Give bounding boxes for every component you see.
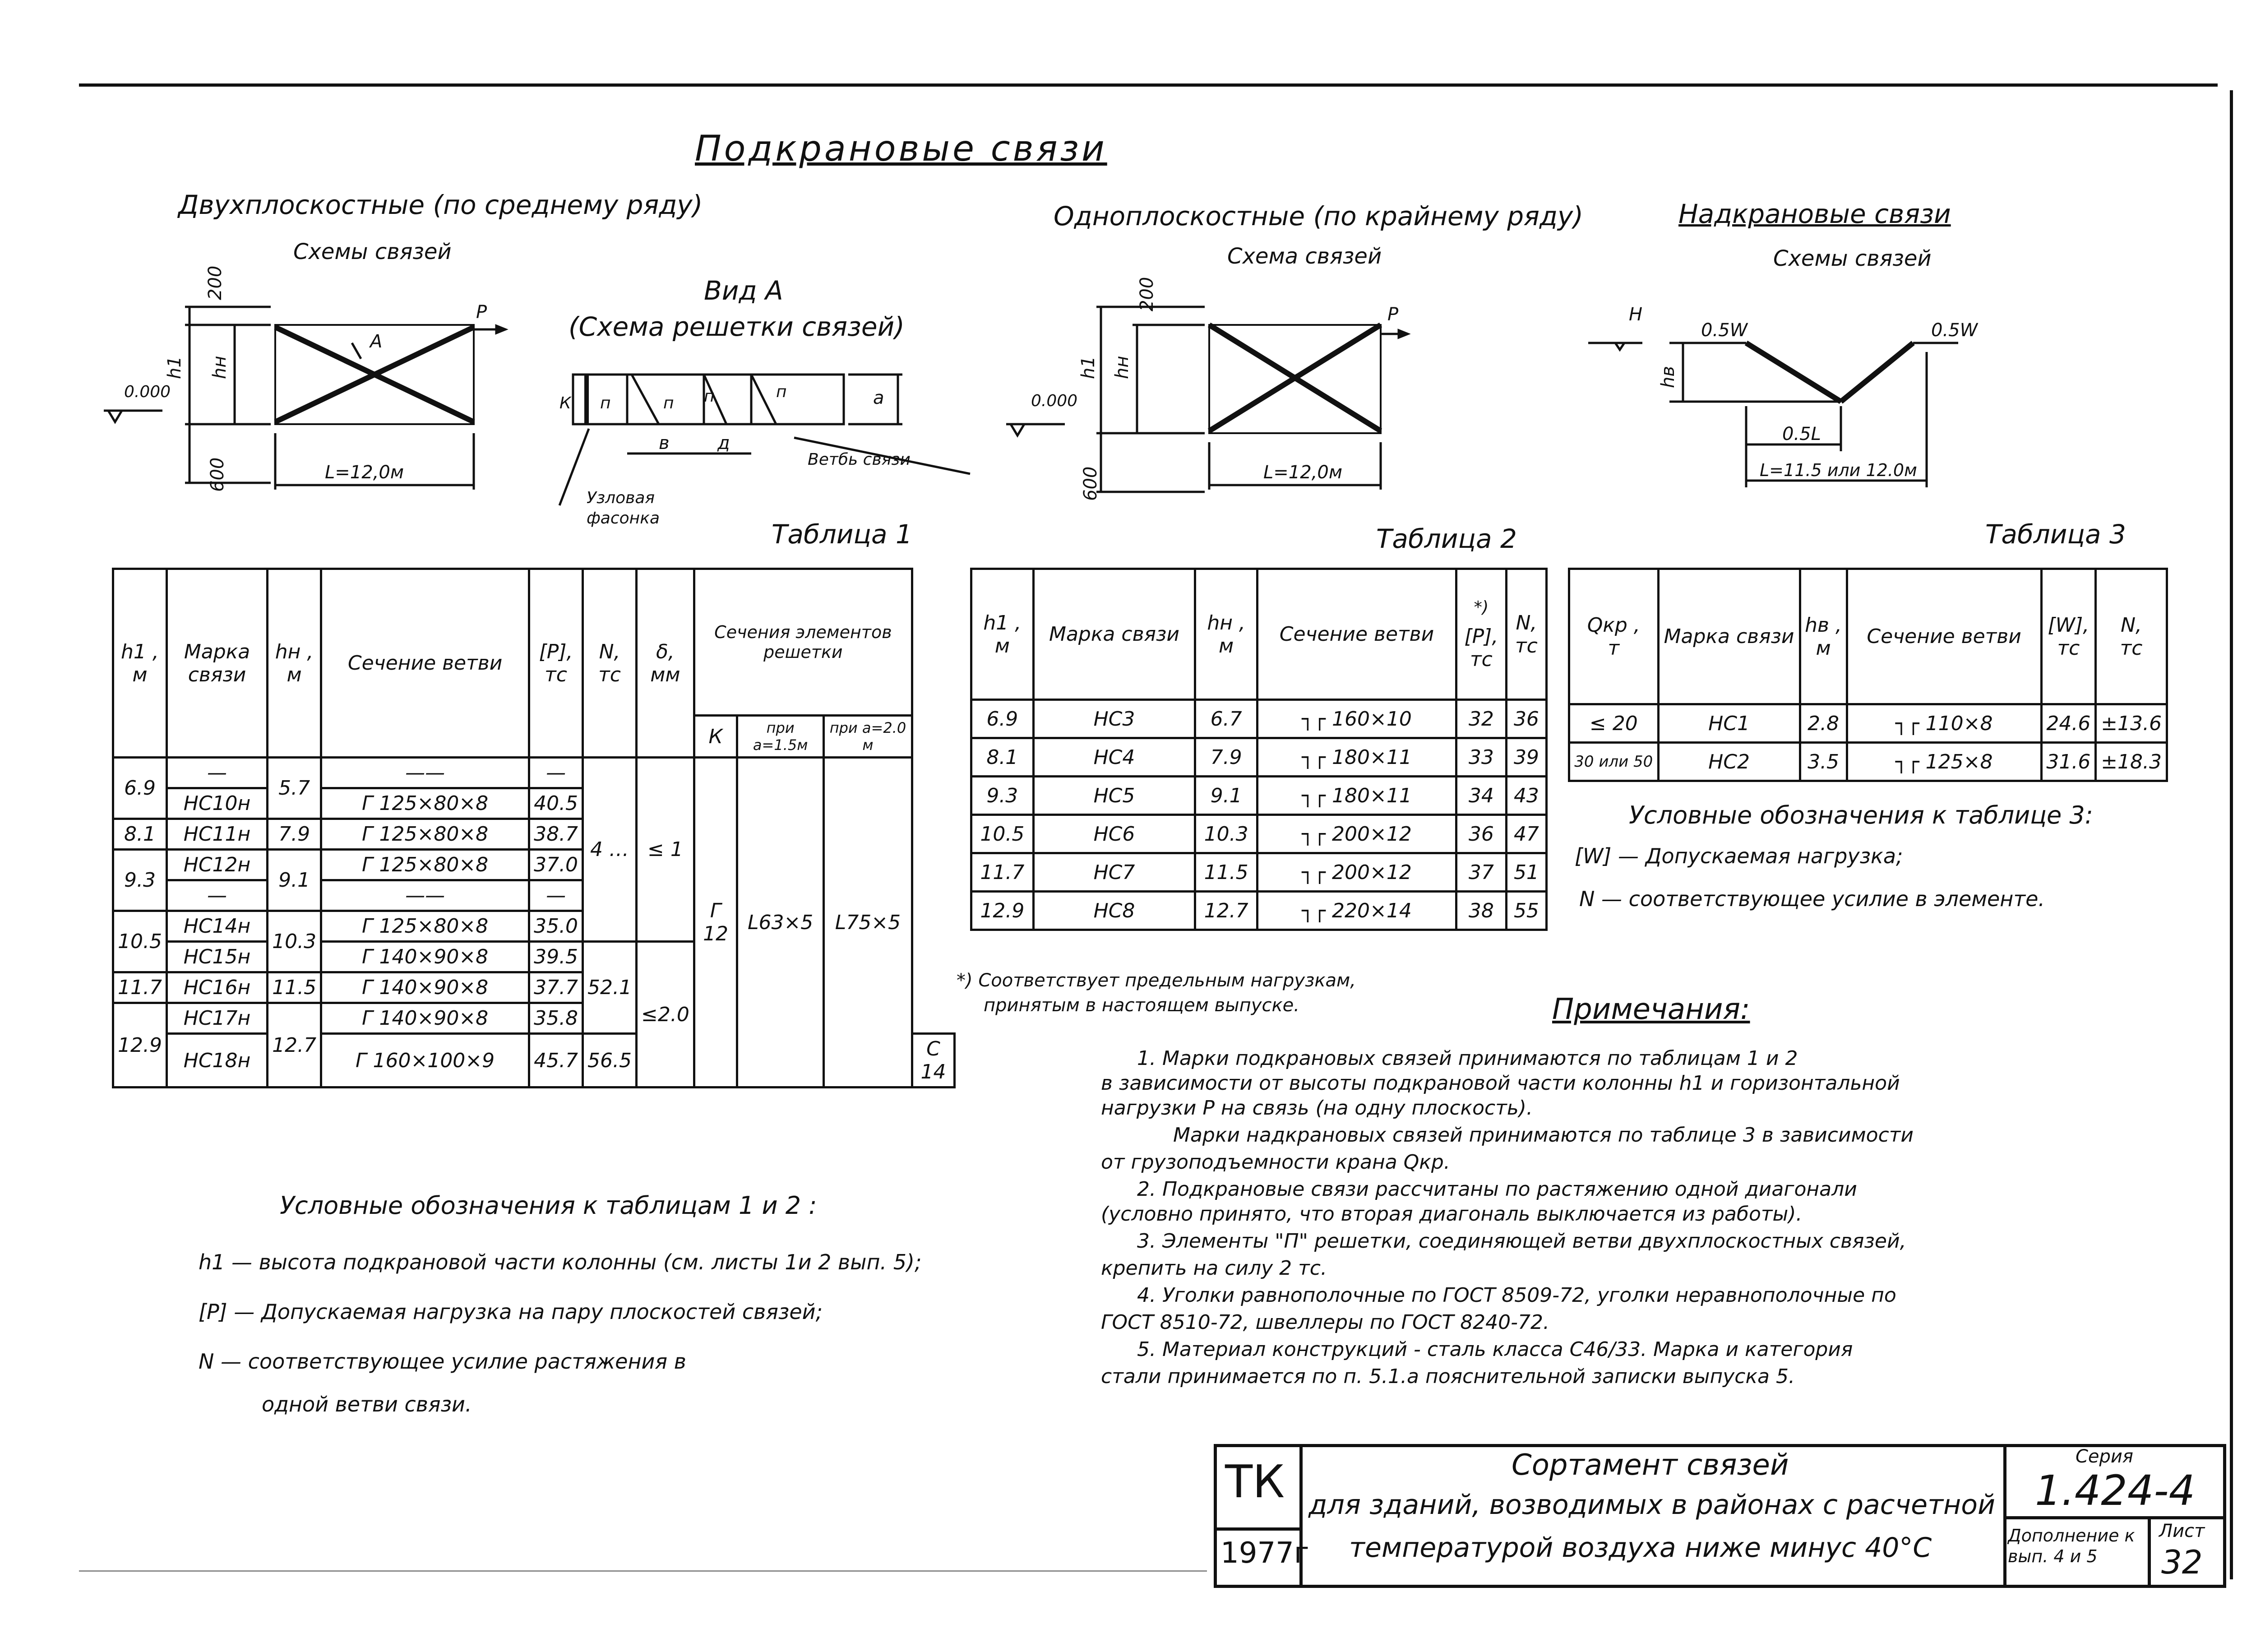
stamp-sheet: 32 [2161,1543,2203,1581]
t3-Q-header: Qкр , т [1569,569,1659,704]
t3-legend-title: Условные обозначения к таблице 3: [1629,801,2093,829]
table-row [971,777,1547,815]
table-cell: 3.5 [1800,743,1847,781]
table-cell: ┐┌ 160×10 [1257,700,1456,738]
t1-r6-P-b: 45.7 [529,1034,583,1087]
t1-r1-sec-b: Г 125×80×8 [321,788,529,819]
t1-K-top: Г 12 [694,758,737,1087]
table1-caption: Таблица 1 [772,519,912,550]
stamp-line-2: для зданий, возводимых в районах с расчетной [1308,1489,1995,1521]
table-cell: 12.9 [971,892,1034,930]
t1-r1-hn: 5.7 [268,758,321,819]
t3-hv-header: hв , м [1800,569,1847,704]
t1-N-mid: 52.1 [583,942,637,1034]
legend12-line-4: одной ветви связи. [262,1392,472,1416]
t1-N-top: 4 … [583,758,637,942]
t1-r6-sec-b: Г 160×100×9 [321,1034,529,1087]
t1-r4-P-a: 35.0 [529,911,583,942]
t1-r1-P-b: 40.5 [529,788,583,819]
table-row [113,758,955,788]
t1-r6-h1: 12.9 [113,1003,167,1087]
t1-N-header: N, тс [583,569,637,758]
table-cell: ┐┌ 125×8 [1847,743,2041,781]
b-label: в [659,433,670,453]
t1-r6-hn: 12.7 [268,1003,321,1087]
table-cell: 31.6 [2041,743,2095,781]
dim-600-mid: 600 [1080,466,1101,501]
table-cell: НС8 [1033,892,1195,930]
t1-r2-P: 38.7 [529,819,583,850]
t1-a20-header: при а=2.0 м [823,716,912,758]
table1 [112,568,956,1088]
table-cell: НС5 [1033,777,1195,815]
table-cell: НС1 [1658,704,1800,743]
stamp-div-2 [2003,1444,2006,1585]
note-line-10: 4. Уголки равнополочные по ГОСТ 8509-72, уголки неравнополочные по [1137,1284,1896,1307]
table-cell: 9.1 [1195,777,1257,815]
t2-section-header: Сечение ветви [1257,569,1456,700]
note-line-7: (условно принято, что вторая диагональ выключается из работы). [1101,1203,1803,1226]
left-section-title: Двухплоскостные (по среднему ряду) [178,190,703,220]
zero-label-left: 0.000 [124,383,171,401]
table-cell: 6.7 [1195,700,1257,738]
table-cell: НС7 [1033,853,1195,892]
t2-mark-header: Марка связи [1033,569,1195,700]
table-row [1569,704,2167,743]
h1-label-left: h1 [164,356,185,379]
t1-r4-hn: 10.3 [268,911,321,972]
note-line-5: от грузоподъемности крана Qкр. [1101,1151,1450,1174]
t1-r1-sec-a: —— [321,758,529,788]
t3-legend-line-2: N — соответствующее усилие в элементе. [1579,887,2045,911]
t2-footnote-2: принятым в настоящем выпуске. [984,995,1299,1016]
table-cell: 43 [1506,777,1546,815]
H-label: Н [1629,304,1643,325]
gusset-label-2: фасонка [587,509,660,528]
table-cell: 36 [1456,815,1506,853]
t1-r3-h1: 9.3 [113,850,167,911]
t1-r1-mark-b: НС10н [166,788,267,819]
A-label: А [370,331,383,352]
t2-h1-header: h1 , м [971,569,1034,700]
table-row [113,569,955,716]
w-label-right: 0.5W [1931,320,1978,341]
table-cell: ≤ 20 [1569,704,1659,743]
half-L-label: 0.5L [1782,424,1821,444]
page-heading: Подкрановые связи [695,129,1107,169]
bottom-border-line [79,1570,1207,1572]
note-line-1: 1. Марки подкрановых связей принимаются по таблицам 1 и 2 [1137,1047,1798,1070]
right-section-subtitle: Схемы связей [1773,246,1932,271]
t1-hn-header: hн , м [268,569,321,758]
t1-r6-mark-b: НС18н [166,1034,267,1087]
table-row [1569,569,2167,704]
view-title: Вид А [704,275,783,306]
t3-W-header: [W], тс [2041,569,2095,704]
note-line-2: в зависимости от высоты подкрановой части колонны h1 и горизонтальной [1101,1072,1900,1095]
table-cell: 32 [1456,700,1506,738]
table-cell: 6.9 [971,700,1034,738]
table-row [971,853,1547,892]
L-alt-label: L=11.5 или 12.0м [1760,460,1917,480]
P-label-left: P [476,302,487,323]
a-label: а [873,388,884,408]
t1-r2-sec: Г 125×80×8 [321,819,529,850]
t1-r2-h1: 8.1 [113,819,167,850]
t1-r1-P-a: — [529,758,583,788]
t1-r4-mark-b: НС15н [166,942,267,972]
t1-K-bot: С 14 [912,1034,954,1087]
n-label-1: п [600,394,611,412]
note-line-4: Марки надкрановых связей принимаются по таблице 3 в зависимости [1173,1124,1914,1147]
table-cell: НС6 [1033,815,1195,853]
L-label-mid: L=12,0м [1263,462,1343,483]
t1-mark-header: Марка связи [166,569,267,758]
n-label-4: п [776,383,787,401]
mid-section-subtitle: Схема связей [1227,244,1382,269]
hn-label-mid: hн [1112,356,1133,379]
legend12-line-3: N — соответствующее усилие растяжения в [199,1349,686,1374]
dim-600-left: 600 [207,457,228,492]
stamp-line-1: Сортамент связей [1512,1448,1789,1482]
t1-r1-h1: 6.9 [113,758,167,819]
table2 [970,568,1548,931]
t1-r3-mark-b: — [166,880,267,911]
dim-200-mid: 200 [1137,277,1157,311]
t2-footnote-1: *) Соответствует предельным нагрузкам, [957,970,1356,991]
note-line-12: 5. Материал конструкций - сталь класса С46/33. Марка и категория [1137,1338,1853,1361]
table-cell: 34 [1456,777,1506,815]
table-cell: 2.8 [1800,704,1847,743]
h1-label-mid: h1 [1078,356,1099,379]
table-cell: ±18.3 [2096,743,2167,781]
t1-r5-mark: НС16н [166,972,267,1003]
stamp-org: ТК [1225,1455,1285,1508]
t1-r3-mark-a: НС12н [166,850,267,880]
t1-delta-header: δ, мм [637,569,694,758]
t1-r4-mark-a: НС14н [166,911,267,942]
hv-label: hв [1658,366,1678,388]
t1-r5-h1: 11.7 [113,972,167,1003]
t3-mark-header: Марка связи [1658,569,1800,704]
t3-N-header: N, тс [2096,569,2167,704]
n-label-3: п [704,387,715,406]
table-cell: ┐┌ 110×8 [1847,704,2041,743]
view-subtitle: (Схема решетки связей) [569,311,905,342]
t1-r4-sec-b: Г 140×90×8 [321,942,529,972]
t1-lattice-header: Сечения элементов решетки [694,569,912,716]
table3 [1568,568,2168,782]
legend12-line-1: h1 — высота подкрановой части колонны (см. листы 1и 2 вып. 5); [199,1250,922,1274]
table-cell: 51 [1506,853,1546,892]
table-cell: 30 или 50 [1569,743,1659,781]
stamp-addition: Дополнение к вып. 4 и 5 [2008,1526,2135,1566]
table-cell: НС3 [1033,700,1195,738]
t1-K-header: К [694,716,737,758]
L-label-left: L=12,0м [325,462,404,483]
t1-r3-hn: 9.1 [268,850,321,911]
t1-N-bot: 56.5 [583,1034,637,1087]
table-cell: 11.5 [1195,853,1257,892]
t1-L20: L75×5 [823,758,912,1087]
t1-delta-mid: ≤2.0 [637,942,694,1087]
legend12-line-2: [P] — Допускаемая нагрузка на пару плоскостей связей; [199,1300,823,1324]
note-line-8: 3. Элементы "П" решетки, соединяющей ветви двухплоскостных связей, [1137,1230,1906,1253]
stamp-div-4 [2003,1516,2223,1519]
table-cell: 9.3 [971,777,1034,815]
table-cell: 24.6 [2041,704,2095,743]
n-label-2: п [663,394,674,412]
table-row [971,815,1547,853]
note-line-9: крепить на силу 2 тс. [1101,1257,1327,1280]
legend12-title: Условные обозначения к таблицам 1 и 2 : [280,1191,817,1220]
table-cell: 39 [1506,738,1546,777]
mid-section-title: Одноплоскостные (по крайнему ряду) [1054,201,1583,231]
table-cell: 12.7 [1195,892,1257,930]
stamp-div-3 [1214,1527,1303,1531]
t1-r1-mark-a: — [166,758,267,788]
t1-r3-P-b: — [529,880,583,911]
t1-r2-hn: 7.9 [268,819,321,850]
table-cell: 36 [1506,700,1546,738]
table-cell: 10.5 [971,815,1034,853]
dim-200-left: 200 [205,265,226,300]
table-cell: ┐┌ 220×14 [1257,892,1456,930]
table-row [971,569,1547,700]
table-cell: 33 [1456,738,1506,777]
table-cell: ┐┌ 200×12 [1257,853,1456,892]
table-row [971,700,1547,738]
note-line-11: ГОСТ 8510-72, швеллеры по ГОСТ 8240-72. [1101,1311,1550,1334]
notes-title: Примечания: [1552,993,1750,1026]
w-label-left: 0.5W [1701,320,1748,341]
table-cell: НС4 [1033,738,1195,777]
table3-caption: Таблица 3 [1985,519,2126,550]
table-cell: НС2 [1658,743,1800,781]
t1-r3-P-a: 37.0 [529,850,583,880]
zero-label-mid: 0.000 [1031,392,1078,410]
stamp-line-3: температурой воздуха ниже минус 40°С [1349,1532,1932,1564]
right-section-title: Надкрановые связи [1678,199,1951,229]
table-cell: 38 [1456,892,1506,930]
t1-r2-mark: НС11н [166,819,267,850]
table-row [971,892,1547,930]
table-cell: 8.1 [971,738,1034,777]
t1-h1-header: h1 , м [113,569,167,758]
table-cell: 47 [1506,815,1546,853]
t1-section-header: Сечение ветви [321,569,529,758]
table-cell: 55 [1506,892,1546,930]
note-line-3: нагрузки P на связь (на одну плоскость). [1101,1097,1533,1120]
t1-r4-sec-a: Г 125×80×8 [321,911,529,942]
t2-hn-header: hн , м [1195,569,1257,700]
t1-delta-top: ≤ 1 [637,758,694,942]
note-line-6: 2. Подкрановые связи рассчитаны по растяжению одной диагонали [1137,1178,1857,1201]
table-row [971,738,1547,777]
stamp-sheet-label: Лист [2159,1521,2205,1541]
t1-r3-sec-a: Г 125×80×8 [321,850,529,880]
t2-N-header: N, тс [1506,569,1546,700]
table-row [1569,743,2167,781]
branch-label: Ветбь связи [808,450,911,469]
gusset-label-1: Узловая [587,489,655,507]
table-cell: ±13.6 [2096,704,2167,743]
table-cell: 37 [1456,853,1506,892]
table-cell: ┐┌ 180×11 [1257,738,1456,777]
table-cell: 11.7 [971,853,1034,892]
d-label: д [717,433,730,453]
stamp-series: 1.424-4 [2035,1467,2196,1515]
K-label: К [559,394,571,412]
t1-r4-h1: 10.5 [113,911,167,972]
t1-r5-P: 37.7 [529,972,583,1003]
left-section-subtitle: Схемы связей [293,239,452,264]
t1-r6-mark-a: НС17н [166,1003,267,1034]
stamp-year: 1977г [1220,1536,1309,1570]
t1-r5-sec: Г 140×90×8 [321,972,529,1003]
t1-r3-sec-b: —— [321,880,529,911]
t1-a15-header: при а=1.5м [737,716,824,758]
t1-P-header: [P], тс [529,569,583,758]
table2-caption: Таблица 2 [1376,523,1517,554]
t1-L15: L63×5 [737,758,824,1087]
t1-r6-sec-a: Г 140×90×8 [321,1003,529,1034]
t1-r5-hn: 11.5 [268,972,321,1003]
table-cell: 10.3 [1195,815,1257,853]
table-cell: ┐┌ 180×11 [1257,777,1456,815]
hn-label-left: hн [209,356,230,379]
table-cell: ┐┌ 200×12 [1257,815,1456,853]
table-cell: 7.9 [1195,738,1257,777]
note-line-13: стали принимается по п. 5.1.а пояснительной записки выпуска 5. [1101,1365,1795,1388]
t2-P-header: *) [P], тс [1456,569,1506,700]
t3-section-header: Сечение ветви [1847,569,2041,704]
P-label-mid: P [1387,304,1399,325]
stamp-div-5 [2148,1516,2151,1585]
bracing-diagrams [0,0,2256,541]
t3-legend-line-1: [W] — Допускаемая нагрузка; [1575,844,1903,868]
t1-r4-P-b: 39.5 [529,942,583,972]
stamp-series-label: Серия [2076,1446,2133,1467]
t1-r6-P-a: 35.8 [529,1003,583,1034]
